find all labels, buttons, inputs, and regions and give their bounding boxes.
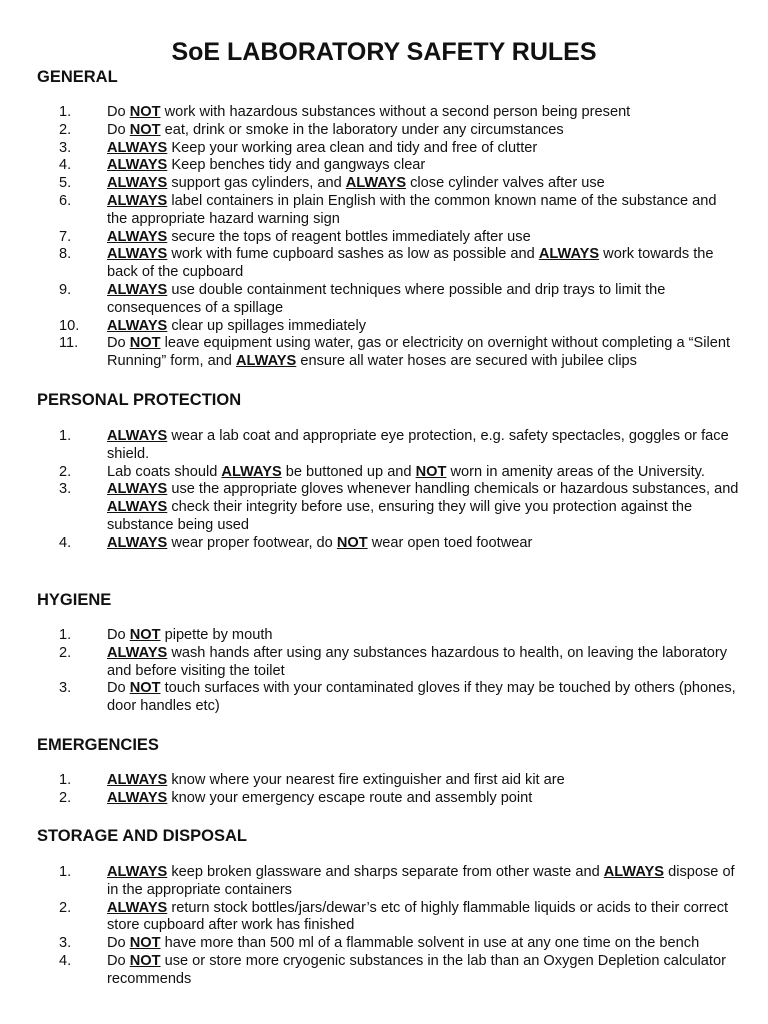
rules-list-general — [0, 104, 768, 371]
rule-number: 1. — [59, 428, 72, 444]
rule-text: work with fume cupboard sashes as low as possible and — [167, 246, 539, 263]
rule-text: wear a lab coat and appropriate eye protection, e.g. safety spectacles, goggles or face shield. — [107, 428, 729, 462]
emphasis-keyword: NOT — [129, 935, 161, 952]
emphasis-keyword: NOT — [129, 104, 161, 120]
rule-item — [0, 953, 768, 989]
rule-number: 2. — [59, 121, 72, 138]
rule-item — [0, 104, 768, 122]
emphasis-keyword: ALWAYS — [603, 864, 665, 880]
emphasis-keyword: ALWAYS — [107, 534, 168, 551]
rule-number: 4. — [59, 157, 72, 174]
rule-text: close cylinder valves after use — [406, 175, 605, 192]
emphasis-keyword: ALWAYS — [107, 281, 168, 298]
rules-list-personal-protection — [0, 428, 768, 553]
emphasis-keyword: ALWAYS — [345, 175, 407, 192]
rule-text: use the appropriate gloves whenever handling chemicals or hazardous substances, and — [167, 481, 739, 498]
rule-item — [0, 229, 768, 247]
rule-text: Do — [107, 335, 130, 352]
emphasis-keyword: ALWAYS — [107, 228, 168, 245]
rule-number: 3. — [59, 680, 72, 697]
rule-item — [0, 122, 768, 140]
emphasis-keyword: ALWAYS — [107, 899, 168, 916]
rule-item — [0, 246, 768, 282]
emphasis-keyword: ALWAYS — [107, 772, 168, 788]
rule-text: clear up spillages immediately — [167, 317, 367, 334]
rule-text: leave equipment using water, gas or electricity on overnight without completing a “Silent Running” form, and — [107, 335, 730, 370]
rule-text: Do — [107, 121, 130, 138]
rule-item — [0, 481, 768, 534]
rule-number: 10. — [59, 317, 80, 334]
rule-number: 3. — [59, 139, 72, 156]
section-heading-emergencies: EMERGENCIES — [37, 736, 159, 754]
rule-text: wear open toed footwear — [367, 534, 533, 551]
rule-number: 1. — [59, 864, 72, 880]
rule-item — [0, 645, 768, 681]
rule-item — [0, 428, 768, 464]
emphasis-keyword: ALWAYS — [538, 246, 600, 263]
rule-number: 2. — [59, 789, 72, 806]
rules-list-storage-and-disposal — [0, 864, 768, 989]
rule-text: return stock bottles/jars/dewar’s etc of highly flammable liquids or acids to their correct store cupboard after work has finished — [107, 899, 729, 934]
rule-item — [0, 900, 768, 936]
rule-number: 3. — [59, 481, 72, 498]
rule-item — [0, 790, 768, 808]
rule-item — [0, 140, 768, 158]
emphasis-keyword: ALWAYS — [107, 864, 168, 880]
emphasis-keyword: NOT — [129, 335, 161, 352]
emphasis-keyword: ALWAYS — [107, 644, 168, 661]
rule-number: 2. — [59, 463, 72, 480]
rule-text: have more than 500 ml of a flammable solvent in use at any one time on the bench — [160, 935, 700, 952]
rule-text: eat, drink or smoke in the laboratory under any circumstances — [160, 121, 564, 138]
section-heading-storage-and-disposal: STORAGE AND DISPOSAL — [37, 827, 247, 845]
rule-text: dispose of in the appropriate containers — [107, 864, 735, 898]
rule-text: work towards the back of the cupboard — [107, 246, 714, 281]
rule-item — [0, 175, 768, 193]
rule-number: 1. — [59, 627, 72, 643]
emphasis-keyword: ALWAYS — [107, 175, 168, 192]
rule-number: 8. — [59, 246, 72, 263]
rule-number: 1. — [59, 772, 72, 788]
emphasis-keyword: NOT — [129, 627, 161, 643]
rule-item — [0, 535, 768, 553]
rule-text: use or store more cryogenic substances in the lab than an Oxygen Depletion calculator recommends — [107, 952, 726, 987]
rule-item — [0, 335, 768, 371]
rule-text: ensure all water hoses are secured with jubilee clips — [296, 353, 637, 370]
rule-item — [0, 627, 768, 645]
rule-text: label containers in plain English with the common known name of the substance and the appropriate hazard warning sign — [107, 192, 717, 227]
rule-text: Do — [107, 627, 130, 643]
rule-text: Do — [107, 104, 130, 120]
rule-number: 2. — [59, 644, 72, 661]
rule-number: 2. — [59, 899, 72, 916]
emphasis-keyword: NOT — [129, 952, 161, 969]
rule-text: keep broken glassware and sharps separate from other waste and — [167, 864, 604, 880]
rule-text: work with hazardous substances without a second person being present — [160, 104, 631, 120]
emphasis-keyword: ALWAYS — [107, 428, 168, 444]
rule-item — [0, 157, 768, 175]
section-heading-hygiene: HYGIENE — [37, 591, 112, 609]
rule-text: use double containment techniques where possible and drip trays to limit the consequences of a spillage — [107, 281, 666, 316]
emphasis-keyword: NOT — [336, 534, 368, 551]
rule-text: secure the tops of reagent bottles immediately after use — [167, 228, 531, 245]
rule-number: 6. — [59, 192, 72, 209]
emphasis-keyword: ALWAYS — [107, 157, 168, 174]
emphasis-keyword: NOT — [415, 463, 447, 480]
rule-text: touch surfaces with your contaminated gloves if they may be touched by others (phones, door handles etc) — [107, 680, 736, 715]
emphasis-keyword: ALWAYS — [107, 246, 168, 263]
rule-number: 1. — [59, 104, 72, 120]
rule-text: Keep your working area clean and tidy and free of clutter — [167, 139, 538, 156]
rule-item — [0, 935, 768, 953]
rule-number: 7. — [59, 228, 72, 245]
rules-list-emergencies — [0, 772, 768, 808]
rules-list-hygiene — [0, 627, 768, 716]
emphasis-keyword: ALWAYS — [235, 353, 297, 370]
rule-text: wash hands after using any substances hazardous to health, on leaving the laboratory and before visiting the toilet — [107, 644, 728, 679]
emphasis-keyword: ALWAYS — [107, 499, 168, 516]
emphasis-keyword: NOT — [129, 121, 161, 138]
section-heading-personal-protection: PERSONAL PROTECTION — [37, 391, 242, 409]
rule-number: 11. — [59, 335, 79, 352]
rule-item — [0, 772, 768, 790]
rule-item — [0, 864, 768, 900]
emphasis-keyword: ALWAYS — [107, 139, 168, 156]
rule-text: know where your nearest fire extinguisher and first aid kit are — [167, 772, 565, 788]
rule-item — [0, 193, 768, 229]
emphasis-keyword: ALWAYS — [107, 481, 168, 498]
emphasis-keyword: ALWAYS — [221, 463, 282, 480]
rule-text: Do — [107, 680, 130, 697]
emphasis-keyword: ALWAYS — [107, 317, 168, 334]
rule-text: Do — [107, 952, 130, 969]
rule-item — [0, 318, 768, 336]
rule-text: know your emergency escape route and assembly point — [167, 789, 533, 806]
rule-text: pipette by mouth — [160, 627, 273, 643]
emphasis-keyword: ALWAYS — [107, 789, 168, 806]
rule-text: wear proper footwear, do — [167, 534, 337, 551]
rule-number: 4. — [59, 534, 72, 551]
rule-number: 3. — [59, 935, 72, 952]
rule-item — [0, 282, 768, 318]
rule-text: Do — [107, 935, 130, 952]
page-title: SoE LABORATORY SAFETY RULES — [171, 38, 597, 66]
rule-text: Keep benches tidy and gangways clear — [167, 157, 426, 174]
section-heading-general: GENERAL — [37, 68, 118, 86]
rule-item — [0, 464, 768, 482]
rule-text: worn in amenity areas of the University. — [446, 463, 705, 480]
rule-text: Lab coats should — [107, 463, 222, 480]
rule-number: 5. — [59, 175, 72, 192]
rule-text: support gas cylinders, and — [167, 175, 346, 192]
rule-number: 9. — [59, 281, 72, 298]
rule-number: 4. — [59, 952, 72, 969]
rule-text: be buttoned up and — [281, 463, 416, 480]
emphasis-keyword: NOT — [129, 680, 161, 697]
rule-text: check their integrity before use, ensuring they will give you protection against the substance being used — [107, 499, 693, 533]
rule-item — [0, 680, 768, 716]
emphasis-keyword: ALWAYS — [107, 192, 168, 209]
